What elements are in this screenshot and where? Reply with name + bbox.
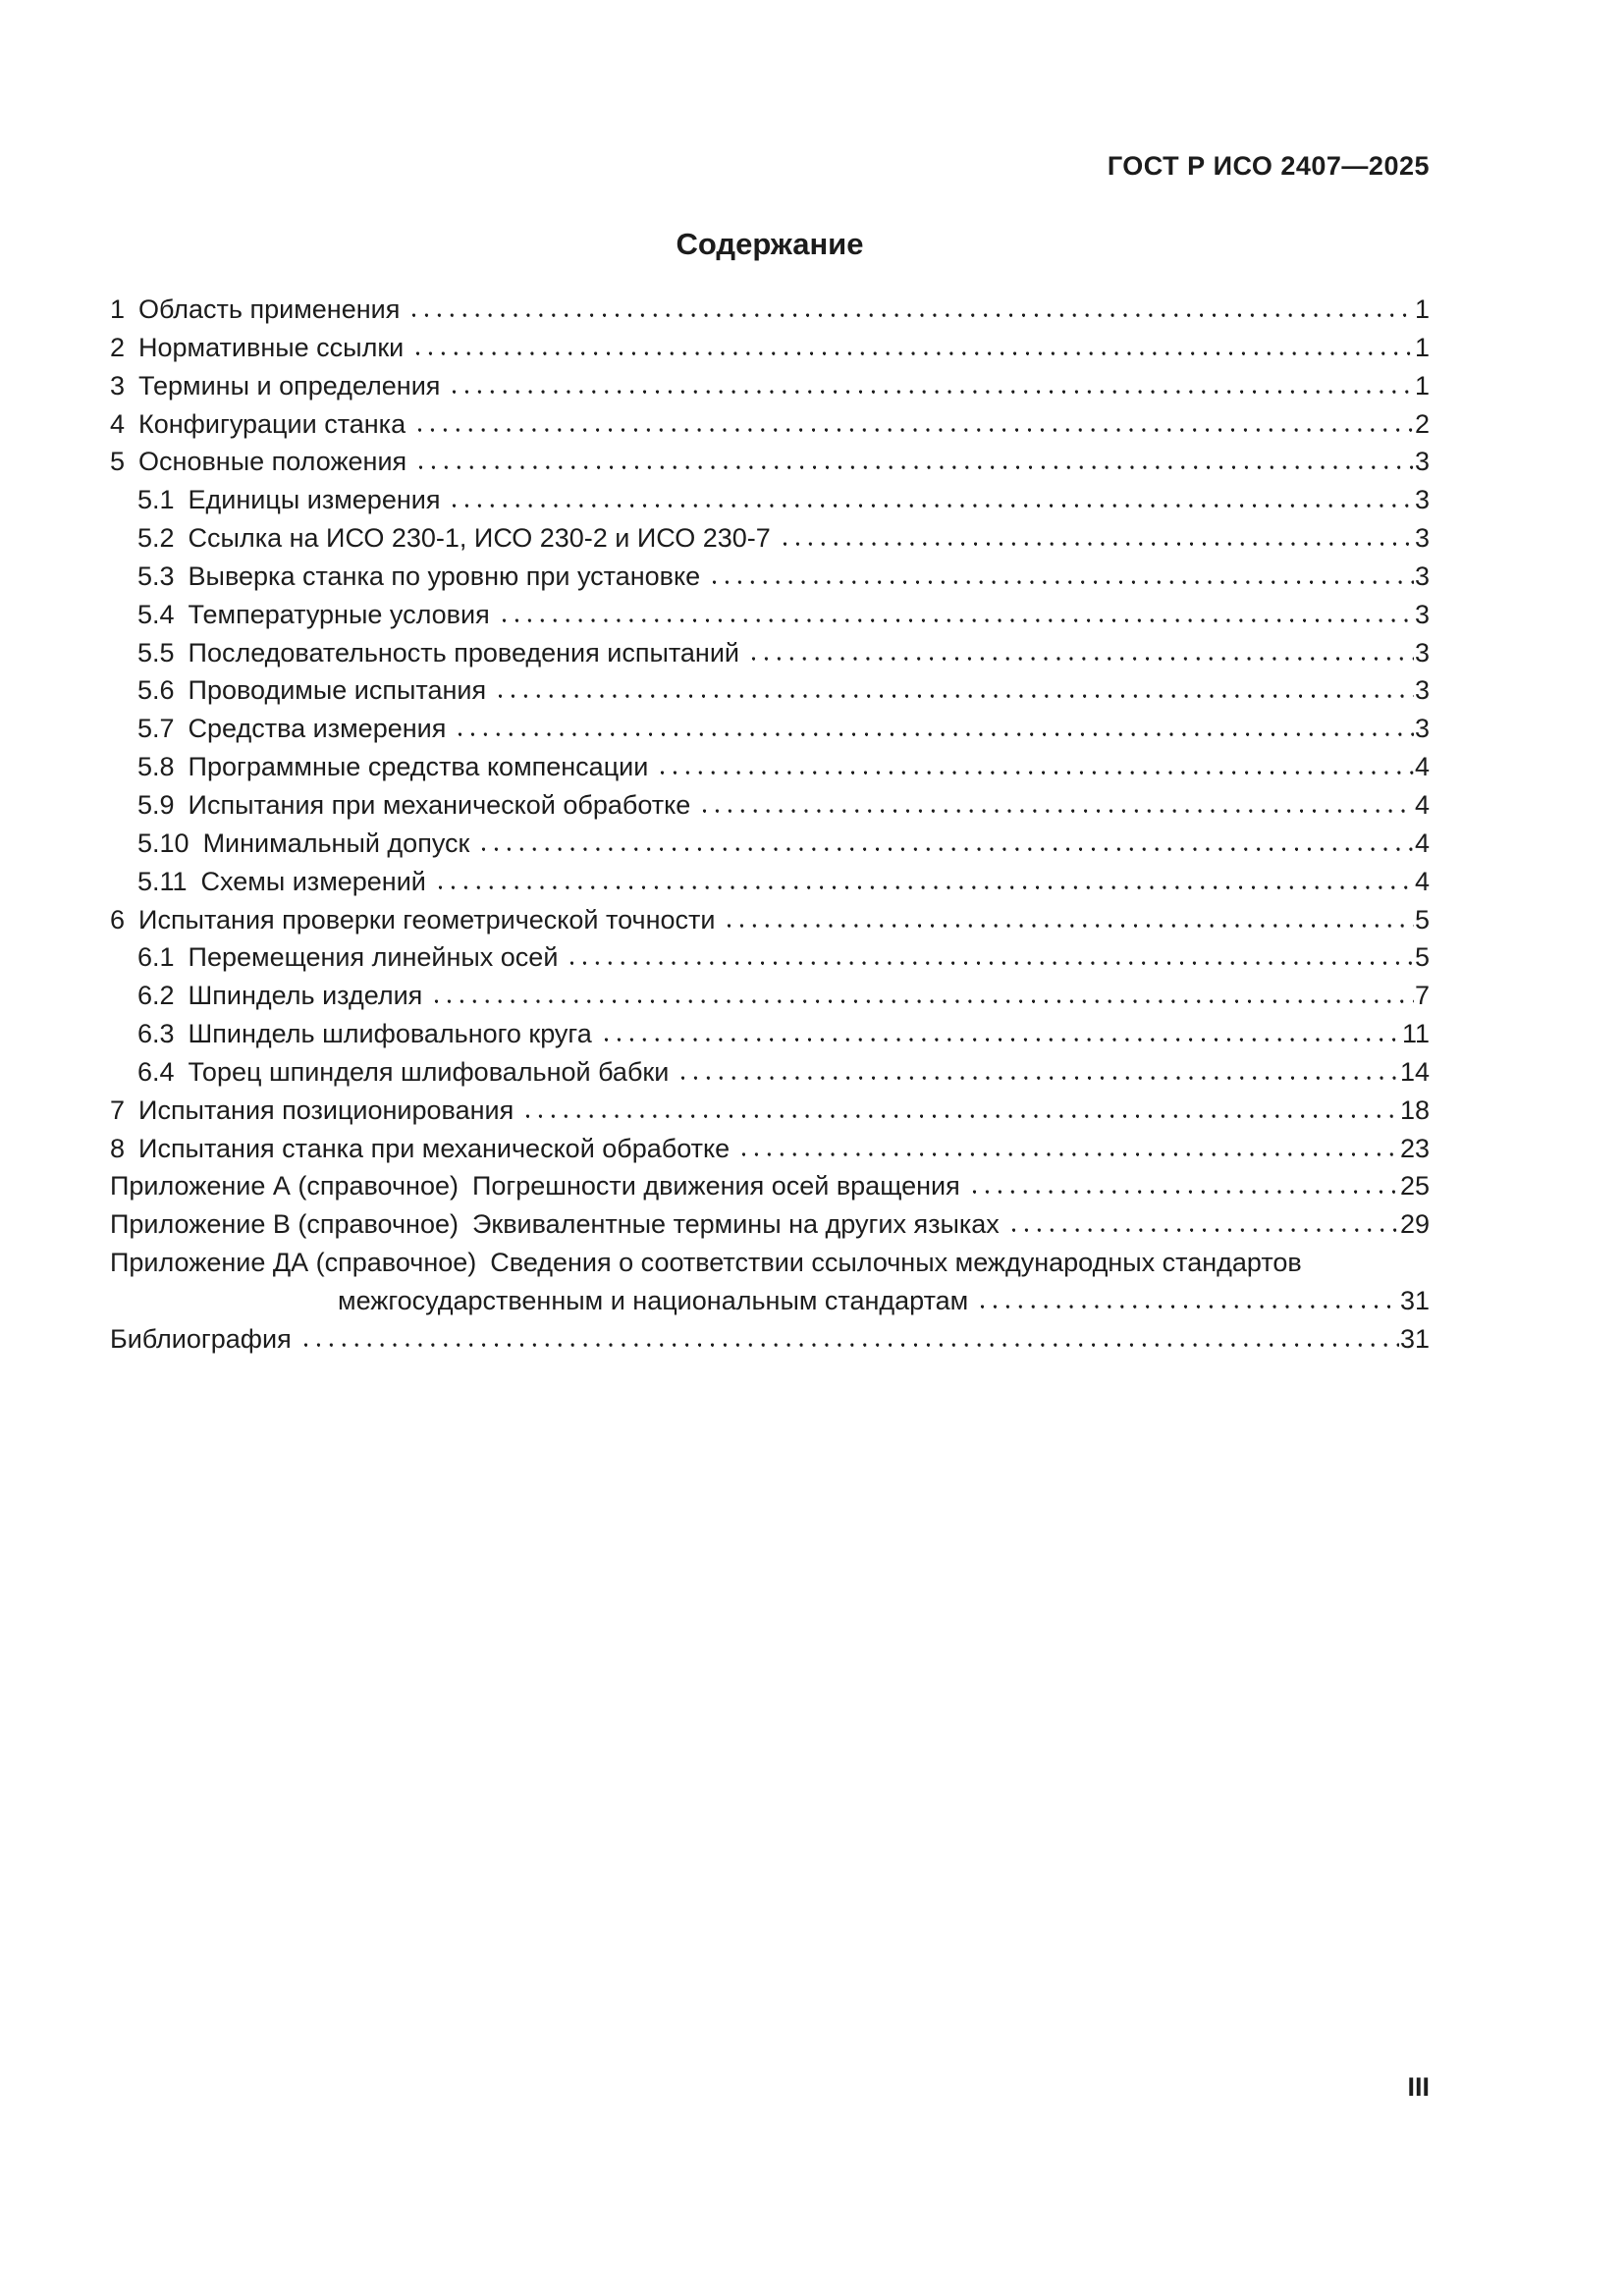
toc-entry-label: Схемы измерений <box>200 866 426 896</box>
toc-entry-number: 5.7 <box>137 714 175 744</box>
toc-entry-number: 6.4 <box>137 1056 175 1087</box>
toc-entry-number: 6.3 <box>137 1019 175 1049</box>
toc-entry-number: 6.2 <box>137 981 175 1011</box>
toc-entry-label: Программные средства компенсации <box>188 752 649 782</box>
toc-entry-label: Выверка станка по уровню при установке <box>188 561 701 591</box>
toc-entry-label: Основные положения <box>138 447 407 477</box>
toc-entry-number: 6.1 <box>137 942 175 973</box>
dot-leader <box>498 596 1414 634</box>
toc-entry <box>110 291 1430 329</box>
toc-entry-page: 1 <box>1414 294 1430 324</box>
toc-entry-number: 5.8 <box>137 752 175 782</box>
page-number: III <box>1407 2072 1430 2102</box>
toc-entry-page: 3 <box>1414 599 1430 629</box>
toc-entry-page: 3 <box>1414 561 1430 591</box>
toc-entry <box>110 748 1430 786</box>
dot-leader <box>494 671 1414 710</box>
toc-entry <box>110 1053 1430 1092</box>
toc-entry-label: Шпиндель изделия <box>188 981 423 1011</box>
toc-entry <box>110 1130 1430 1168</box>
dot-leader <box>600 1015 1401 1053</box>
toc-entry-number: 7 <box>110 1095 126 1125</box>
toc-entry <box>110 1205 1430 1244</box>
toc-entry-page: 31 <box>1399 1285 1430 1315</box>
toc-entry-number: 2 <box>110 332 126 362</box>
dot-leader <box>677 1053 1399 1092</box>
toc-entry-number: Приложение В (справочное) <box>110 1209 459 1240</box>
toc-entry-label: Область применения <box>138 294 401 324</box>
dot-leader <box>737 1130 1399 1168</box>
toc-entry-page: 25 <box>1399 1171 1430 1201</box>
doc-code: ГОСТ Р ИСО 2407—2025 <box>1107 151 1430 181</box>
toc-entry-number: 5.1 <box>137 485 175 515</box>
toc-entry-page: 3 <box>1414 447 1430 477</box>
dot-leader <box>454 710 1414 748</box>
toc-entry-page: 4 <box>1414 866 1430 896</box>
toc-entry-label: Термины и определения <box>138 370 441 400</box>
toc-entry <box>110 1015 1430 1053</box>
toc-entry-page: 2 <box>1414 408 1430 439</box>
toc-entry-page: 3 <box>1414 675 1430 706</box>
toc-entry <box>110 596 1430 634</box>
toc-entry-number: 5.2 <box>137 523 175 554</box>
dot-leader <box>299 1320 1399 1359</box>
toc-entry-page: 4 <box>1414 752 1430 782</box>
toc-entry-label: Погрешности движения осей вращения <box>471 1171 960 1201</box>
toc-entry <box>110 1092 1430 1130</box>
toc-entry-page: 31 <box>1399 1323 1430 1354</box>
toc-entry-page: 18 <box>1399 1095 1430 1125</box>
dot-leader <box>723 901 1414 939</box>
toc-entry <box>110 367 1430 405</box>
toc-entry-page: 7 <box>1414 981 1430 1011</box>
toc-entry-number: 5.6 <box>137 675 175 706</box>
toc-list <box>110 291 1430 1359</box>
toc-entry-label: Шпиндель шлифовального круга <box>188 1019 592 1049</box>
toc-entry-label: межгосударственным и национальным стандартам <box>338 1285 969 1315</box>
dot-leader <box>448 367 1414 405</box>
toc-entry-label: Единицы измерения <box>188 485 441 515</box>
toc-entry-label: Конфигурации станка <box>138 408 406 439</box>
toc-entry-number: 1 <box>110 294 126 324</box>
toc-entry-label: Температурные условия <box>188 599 490 629</box>
toc-entry-label: Ссылка на ИСО 230-1, ИСО 230-2 и ИСО 230-7 <box>188 523 771 554</box>
dot-leader <box>968 1167 1399 1205</box>
toc-entry-number: Приложение А (справочное) <box>110 1171 459 1201</box>
toc-entry <box>110 786 1430 825</box>
toc-entry <box>110 863 1430 901</box>
toc-entry-page: 23 <box>1399 1133 1430 1163</box>
toc-entry-label: Сведения о соответствии ссылочных международных стандартов <box>490 1248 1302 1278</box>
toc-entry <box>110 519 1430 558</box>
toc-entry <box>110 901 1430 939</box>
toc-entry-number: 6 <box>110 904 126 934</box>
toc-entry-page: 1 <box>1414 370 1430 400</box>
toc-entry-label: Испытания станка при механической обработке <box>138 1133 731 1163</box>
toc-entry <box>110 329 1430 367</box>
toc-entry-label: Испытания при механической обработке <box>188 789 691 820</box>
toc-entry <box>110 634 1430 672</box>
dot-leader <box>747 634 1414 672</box>
toc-entry-label: Перемещения линейных осей <box>188 942 559 973</box>
toc-entry <box>110 558 1430 596</box>
toc-entry <box>110 481 1430 519</box>
toc-entry <box>110 1320 1430 1359</box>
dot-leader <box>434 863 1414 901</box>
dot-leader <box>976 1282 1399 1320</box>
dot-leader <box>477 825 1414 863</box>
toc-entry <box>110 977 1430 1015</box>
dot-leader <box>521 1092 1399 1130</box>
toc-entry-page: 3 <box>1414 637 1430 667</box>
toc-entry-page: 14 <box>1399 1056 1430 1087</box>
toc-entry-page: 29 <box>1399 1209 1430 1240</box>
toc-entry-label: Минимальный допуск <box>202 828 470 858</box>
toc-entry-label: Нормативные ссылки <box>138 332 405 362</box>
toc-entry <box>110 1167 1430 1205</box>
toc-entry-number: 5.11 <box>137 866 188 896</box>
toc-entry <box>110 825 1430 863</box>
toc-entry-label: Эквивалентные термины на других языках <box>471 1209 1000 1240</box>
toc-entry <box>110 710 1430 748</box>
toc-entry <box>110 405 1430 444</box>
toc-entry <box>110 938 1430 977</box>
toc-entry-number: 5.10 <box>137 828 189 858</box>
dot-leader <box>411 329 1414 367</box>
toc-entry-page: 3 <box>1414 714 1430 744</box>
toc-entry-number: 5 <box>110 447 126 477</box>
toc-entry-number: 5.4 <box>137 599 175 629</box>
toc-entry-number: 8 <box>110 1133 126 1163</box>
toc-entry-number: 4 <box>110 408 126 439</box>
toc-entry-page: 3 <box>1414 485 1430 515</box>
toc-entry-label: Проводимые испытания <box>188 675 487 706</box>
dot-leader <box>779 519 1414 558</box>
content-column <box>110 0 1430 1359</box>
toc-entry-number: 5.3 <box>137 561 175 591</box>
dot-leader <box>448 481 1414 519</box>
dot-leader <box>407 291 1414 329</box>
toc-entry-label: Библиография <box>110 1323 292 1354</box>
toc-entry-page: 11 <box>1401 1019 1430 1049</box>
dot-leader <box>656 748 1414 786</box>
toc-entry-number: 5.9 <box>137 789 175 820</box>
toc-entry-page: 1 <box>1414 332 1430 362</box>
toc-entry <box>110 671 1430 710</box>
toc-entry-page: 5 <box>1414 904 1430 934</box>
toc-entry <box>110 1244 1430 1282</box>
toc-entry-page: 5 <box>1414 942 1430 973</box>
toc-entry-label: Испытания позиционирования <box>138 1095 514 1125</box>
dot-leader <box>1007 1205 1399 1244</box>
dot-leader <box>708 558 1414 596</box>
toc-entry <box>110 443 1430 481</box>
toc-entry <box>110 1282 1430 1320</box>
dot-leader <box>566 938 1414 977</box>
dot-leader <box>414 443 1414 481</box>
dot-leader <box>698 786 1414 825</box>
toc-entry-number: 5.5 <box>137 637 175 667</box>
dot-leader <box>413 405 1414 444</box>
dot-leader <box>430 977 1414 1015</box>
toc-entry-page: 4 <box>1414 828 1430 858</box>
toc-entry-label: Средства измерения <box>188 714 447 744</box>
toc-entry-number: Приложение ДА (справочное) <box>110 1248 477 1278</box>
toc-entry-page: 4 <box>1414 789 1430 820</box>
toc-entry-label: Торец шпинделя шлифовальной бабки <box>188 1056 670 1087</box>
toc-entry-page: 3 <box>1414 523 1430 554</box>
toc-entry-number: 3 <box>110 370 126 400</box>
toc-entry-label: Испытания проверки геометрической точности <box>138 904 716 934</box>
page-title: Содержание <box>676 227 864 261</box>
toc-entry-label: Последовательность проведения испытаний <box>188 637 740 667</box>
